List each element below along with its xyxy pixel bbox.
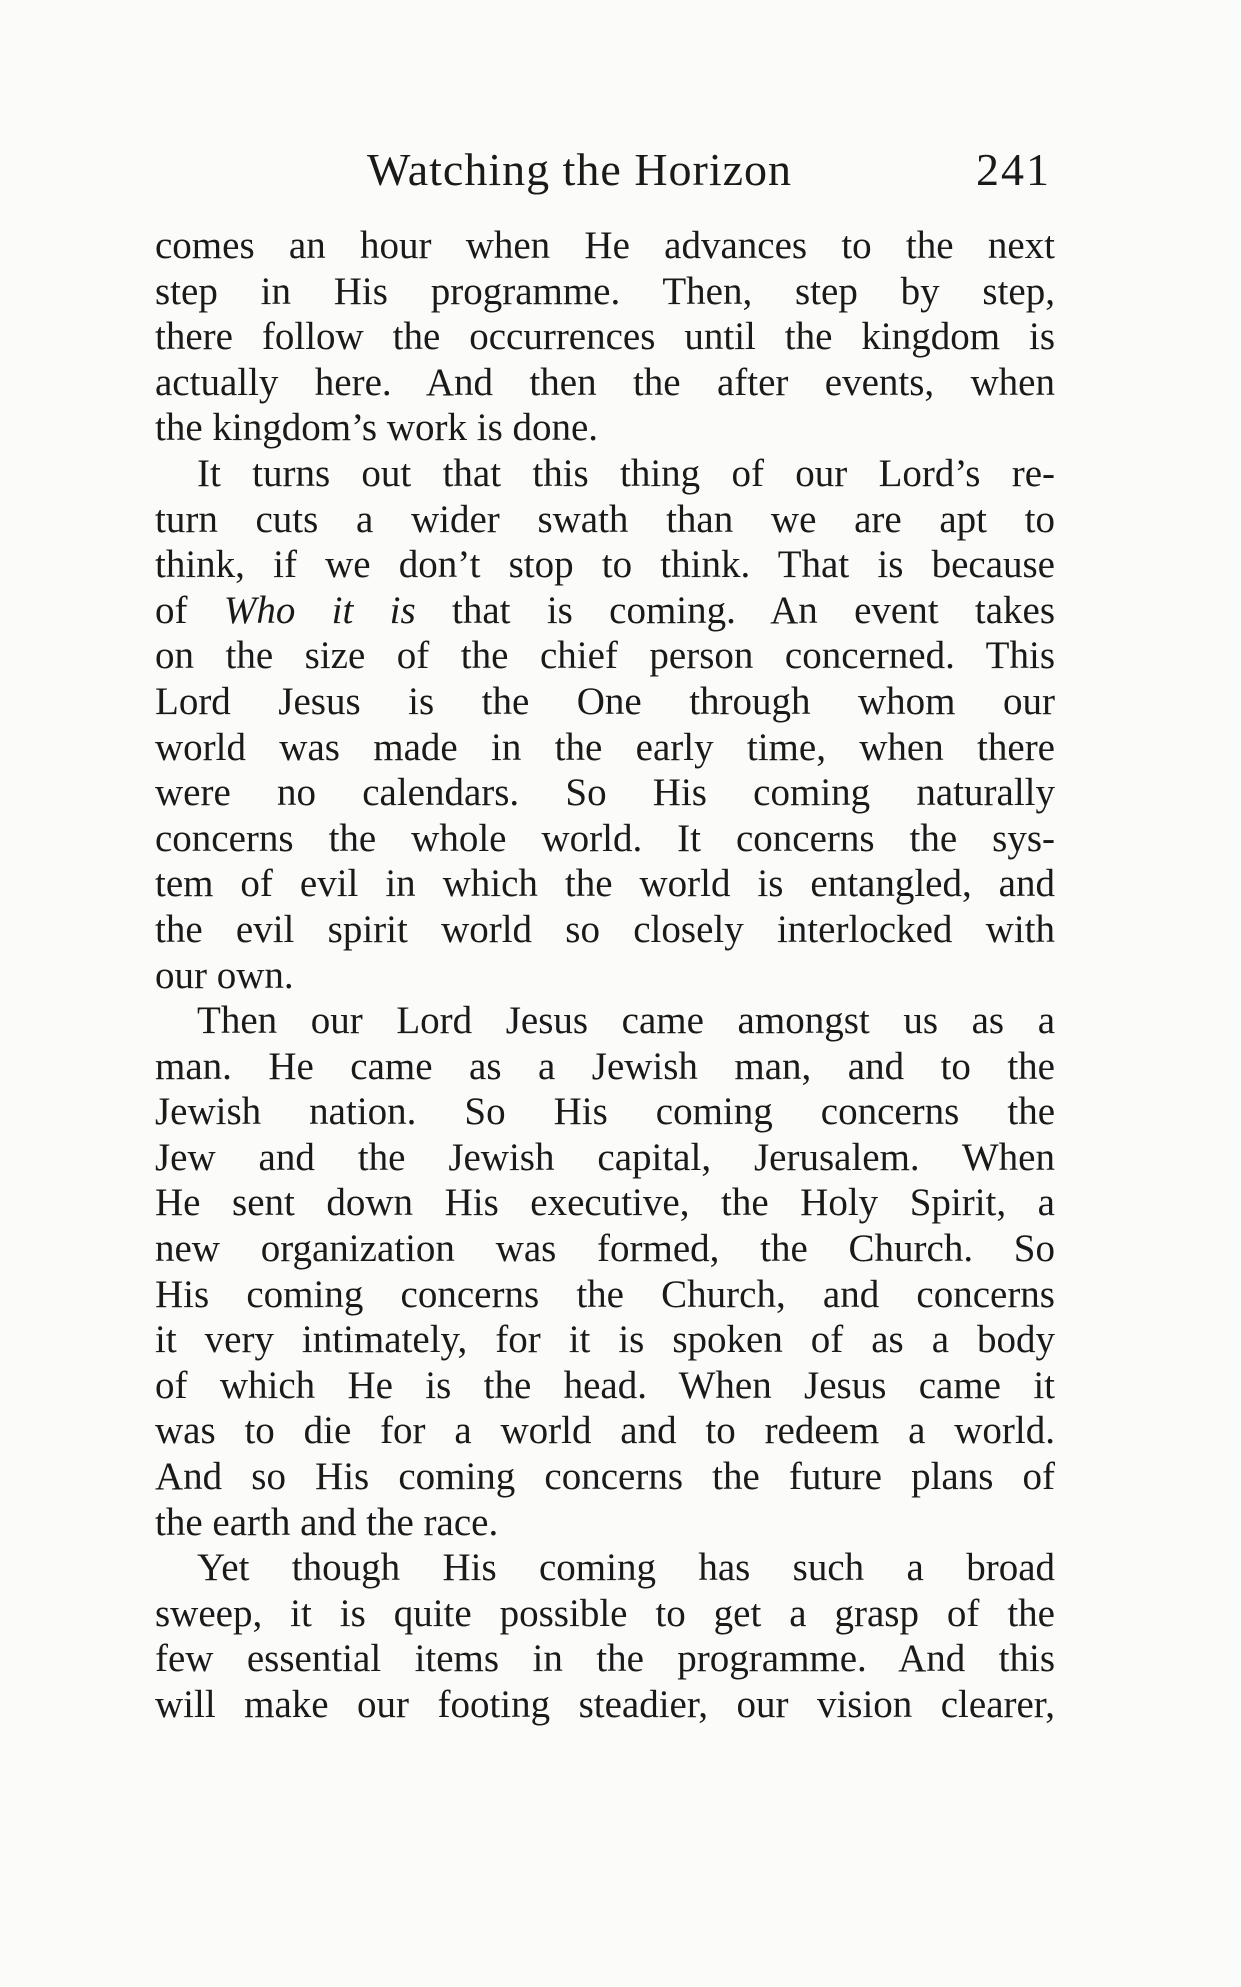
text-line: actually here. And then the after events, when — [155, 360, 1055, 404]
text-line: it very intimately, for it is spoken of as a body — [155, 1318, 1055, 1362]
text-line: few essential items in the programme. And this — [155, 1637, 1055, 1681]
page-number: 241 — [976, 144, 1051, 195]
text-line: were no calendars. So His coming naturally — [155, 771, 1055, 815]
text-line: was to die for a world and to redeem a world. — [155, 1409, 1055, 1453]
text-line: Jewish nation. So His coming concerns the — [155, 1090, 1055, 1134]
text-line: Yet though His coming has such a broad — [197, 1546, 1055, 1590]
text-line: on the size of the chief person concerned. This — [155, 634, 1055, 678]
text-line: the evil spirit world so closely interlocked with — [155, 907, 1055, 951]
text-line: comes an hour when He advances to the next — [155, 224, 1055, 267]
text-line: think, if we don’t stop to think. That is because — [155, 543, 1055, 587]
running-title: Watching the Horizon — [367, 144, 793, 195]
text-line: tem of evil in which the world is entangled, and — [155, 862, 1055, 906]
italic-phrase: Who it is — [223, 588, 416, 632]
text-line: the earth and the race. — [155, 1500, 499, 1544]
text-run: of — [155, 588, 224, 632]
text-line: the kingdom’s work is done. — [155, 406, 599, 450]
text-run: that is coming. An event takes — [415, 588, 1055, 632]
text-line: sweep, it is quite possible to get a grasp of the — [155, 1591, 1055, 1635]
text-line: Jew and the Jewish capital, Jerusalem. When — [155, 1135, 1055, 1179]
text-line: turn cuts a wider swath than we are apt to — [155, 497, 1055, 541]
text-line: He sent down His executive, the Holy Spirit, a — [155, 1181, 1055, 1225]
running-head — [0, 140, 1241, 200]
text-line: there follow the occurrences until the kingdom is — [155, 315, 1055, 359]
text-line: step in His programme. Then, step by step, — [155, 269, 1055, 313]
text-line: And so His coming concerns the future plans of — [155, 1455, 1055, 1499]
text-line: It turns out that this thing of our Lord’s re- — [197, 451, 1055, 495]
text-line: man. He came as a Jewish man, and to the — [155, 1044, 1055, 1088]
text-line: concerns the whole world. It concerns the sys- — [155, 816, 1055, 860]
text-line: Lord Jesus is the One through whom our — [155, 679, 1055, 723]
text-line: of which He is the head. When Jesus came it — [155, 1363, 1055, 1407]
text-line: world was made in the early time, when there — [155, 725, 1055, 769]
text-line: will make our footing steadier, our vision clearer, — [155, 1683, 1055, 1726]
text-line: Then our Lord Jesus came amongst us as a — [197, 999, 1055, 1043]
body-text — [155, 223, 1055, 1728]
text-line: our own. — [155, 953, 294, 997]
text-line — [155, 588, 1055, 634]
text-line: new organization was formed, the Church. So — [155, 1227, 1055, 1271]
text-line: His coming concerns the Church, and concerns — [155, 1272, 1055, 1316]
